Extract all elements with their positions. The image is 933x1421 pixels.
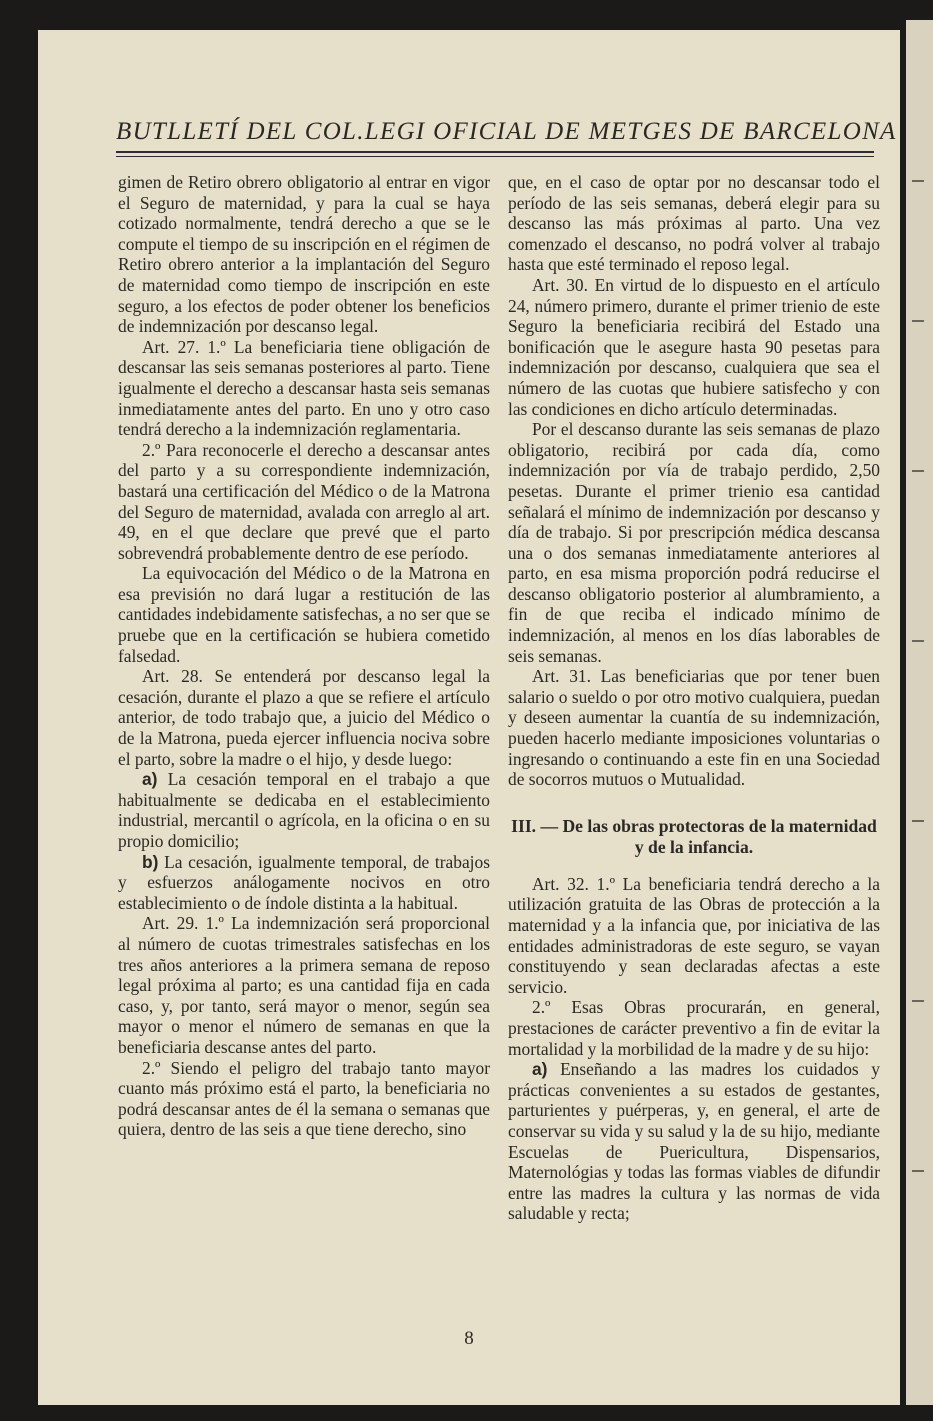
text-fragment bbox=[912, 1000, 924, 1002]
list-item-a bbox=[508, 1059, 880, 1224]
text-fragment bbox=[912, 320, 924, 322]
adjacent-page-edge bbox=[906, 20, 933, 1405]
item-label: a) bbox=[532, 1059, 548, 1080]
paragraph: 2.º Esas Obras procurarán, en general, prestaciones de carácter preventivo a fin de evitar la mortalidad y la morbilidad de la madre y de su hijo: bbox=[508, 997, 880, 1059]
header-rule-thick bbox=[116, 151, 874, 153]
paragraph-art-31: Art. 31. Las beneficiarias que por tener buen salario o sueldo o por otro motivo cualquiera, puedan y deseen aumentar la cuantía de su indemnización, pueden hacerlo mediante imposiciones voluntarias o ingresando o continuando a este fin en una Sociedad de socorros mutuos o Mutualidad. bbox=[508, 666, 880, 790]
left-column bbox=[118, 172, 490, 1140]
text-fragment bbox=[912, 820, 924, 822]
journal-header: BUTLLETÍ DEL COL.LEGI OFICIAL DE METGES DE BARCELONA bbox=[116, 118, 897, 145]
paragraph-art-32: Art. 32. 1.º La beneficiaria tendrá derecho a la utilización gratuita de las Obras de protección a la maternidad y a la infancia que, por iniciativa de las entidades administradoras de este seguro, se vayan constituyendo y sean declaradas afectas a este servicio. bbox=[508, 873, 880, 997]
document-page bbox=[38, 30, 900, 1405]
paragraph: La equivocación del Médico o de la Matrona en esa previsión no dará lugar a restitución de las cantidades indebidamente satisfechas, a no ser que se pruebe que en la certificación se hubiera cometido falsedad. bbox=[118, 563, 490, 666]
item-text: La cesación temporal en el trabajo a que habitualmente se dedicaba en el establecimiento industrial, mercantil o agrícola, en la oficina o en su propio domicilio; bbox=[118, 769, 490, 851]
paragraph: Por el descanso durante las seis semanas de plazo obligatorio, recibirá por cada día, como indemnización por vía de trabajo perdido, 2,50 pesetas. Durante el primer trienio esa cantidad señalará el mínimo de indemnización por descanso y día de trabajo. Si por prescripción médica descansa una o dos semanas inmediatamente anteriores al parto, en esa misma proporción podrá reducirse el descanso obligatorio posterior al alumbramiento, a fin de que reciba el indicado mínimo de indemnización, al menos en los días laborables de seis semanas. bbox=[508, 419, 880, 666]
header-rule-thin bbox=[116, 156, 874, 157]
paragraph-art-30: Art. 30. En virtud de lo dispuesto en el artículo 24, número primero, durante el primer trienio de este Seguro la beneficiaria recibirá del Estado una bonificación que le asegure hasta 90 pesetas para indemnización por descanso, cualquiera que sea el número de las cuotas que hubiere satisfecho y con las condiciones en dicho artículo determinadas. bbox=[508, 274, 880, 419]
right-column bbox=[508, 172, 880, 1224]
item-label: a) bbox=[142, 769, 158, 790]
paragraph: 2.º Siendo el peligro del trabajo tanto mayor cuanto más próximo está el parto, la beneficiaria no podrá descansar antes de él la semana o semanas que quiera, dentro de las seis a que tiene derecho, sino bbox=[118, 1057, 490, 1140]
paragraph: 2.º Para reconocerle el derecho a descansar antes del parto y a su correspondiente indemnización, bastará una certificación del Médico o de la Matrona del Seguro de maternidad, avalada con arreglo al art. 49, en el que declare que prevé que el parto sobrevendrá probablemente dentro de ese período. bbox=[118, 439, 490, 563]
paragraph-art-29: Art. 29. 1.º La indemnización será proporcional al número de cuotas trimestrales satisfechas en los tres años anteriores a la primera semana de reposo legal próxima al parto; es una cantidad fija en cada caso, y, por tanto, será mayor o menor, según sea mayor o menor el número de semanas en que la beneficiaria descanse antes del parto. bbox=[118, 913, 490, 1057]
paragraph-art-27: Art. 27. 1.º La beneficiaria tiene obligación de descansar las seis semanas posteriores al parto. Tiene igualmente el derecho a descansar hasta seis semanas inmediatamente antes del parto. En uno y otro caso tendrá derecho a la indemnización reglamentaria. bbox=[118, 336, 490, 440]
item-text: Enseñando a las madres los cuidados y prácticas convenientes a su estados de gestantes, parturientes y puérperas, y, en general, el arte de conservar su vida y su salud y la de su hijo, mediante Escuelas de Puericultura, Dispensarios, Maternológias y todas las formas viables de difundir entre las madres la cultura y las normas de vida saludable y recta; bbox=[508, 1059, 880, 1224]
list-item-b bbox=[118, 852, 490, 914]
text-fragment bbox=[912, 180, 924, 182]
paragraph: gimen de Retiro obrero obligatorio al entrar en vigor el Seguro de maternidad, y para la cual se haya cotizado normalmente, tendrá derecho a que se le compute el tiempo de su inscripción en el régimen de Retiro obrero anterior a la implantación del Seguro de maternidad como tiempo de inscripción en este seguro, a los efectos de poder obtener los beneficios de indemnización por descanso legal. bbox=[118, 172, 490, 337]
paragraph-art-28: Art. 28. Se entenderá por descanso legal la cesación, durante el plazo a que se refiere el artículo anterior, de todo trabajo que, a juicio del Médico o de la Matrona, pueda ejercer influencia nociva sobre el parto, sobre la madre o el hijo, y desde luego: bbox=[118, 666, 490, 769]
text-fragment bbox=[912, 1170, 924, 1172]
text-fragment bbox=[912, 470, 924, 472]
item-text: La cesación, igualmente temporal, de trabajos y esfuerzos análogamente nocivos en otro establecimiento o de índole distinta a la habitual. bbox=[118, 851, 490, 913]
list-item-a bbox=[118, 769, 490, 851]
item-label: b) bbox=[142, 851, 159, 872]
page-number: 8 bbox=[464, 1328, 474, 1349]
section-heading: III. — De las obras protectoras de la maternidad y de la infancia. bbox=[511, 815, 877, 857]
paragraph: que, en el caso de optar por no descansar todo el período de las seis semanas, deberá elegir para su descanso las más próximas al parto. Una vez comenzado el descanso, no podrá volver al trabajo hasta que esté terminado el reposo legal. bbox=[508, 172, 880, 275]
text-fragment bbox=[912, 640, 924, 642]
